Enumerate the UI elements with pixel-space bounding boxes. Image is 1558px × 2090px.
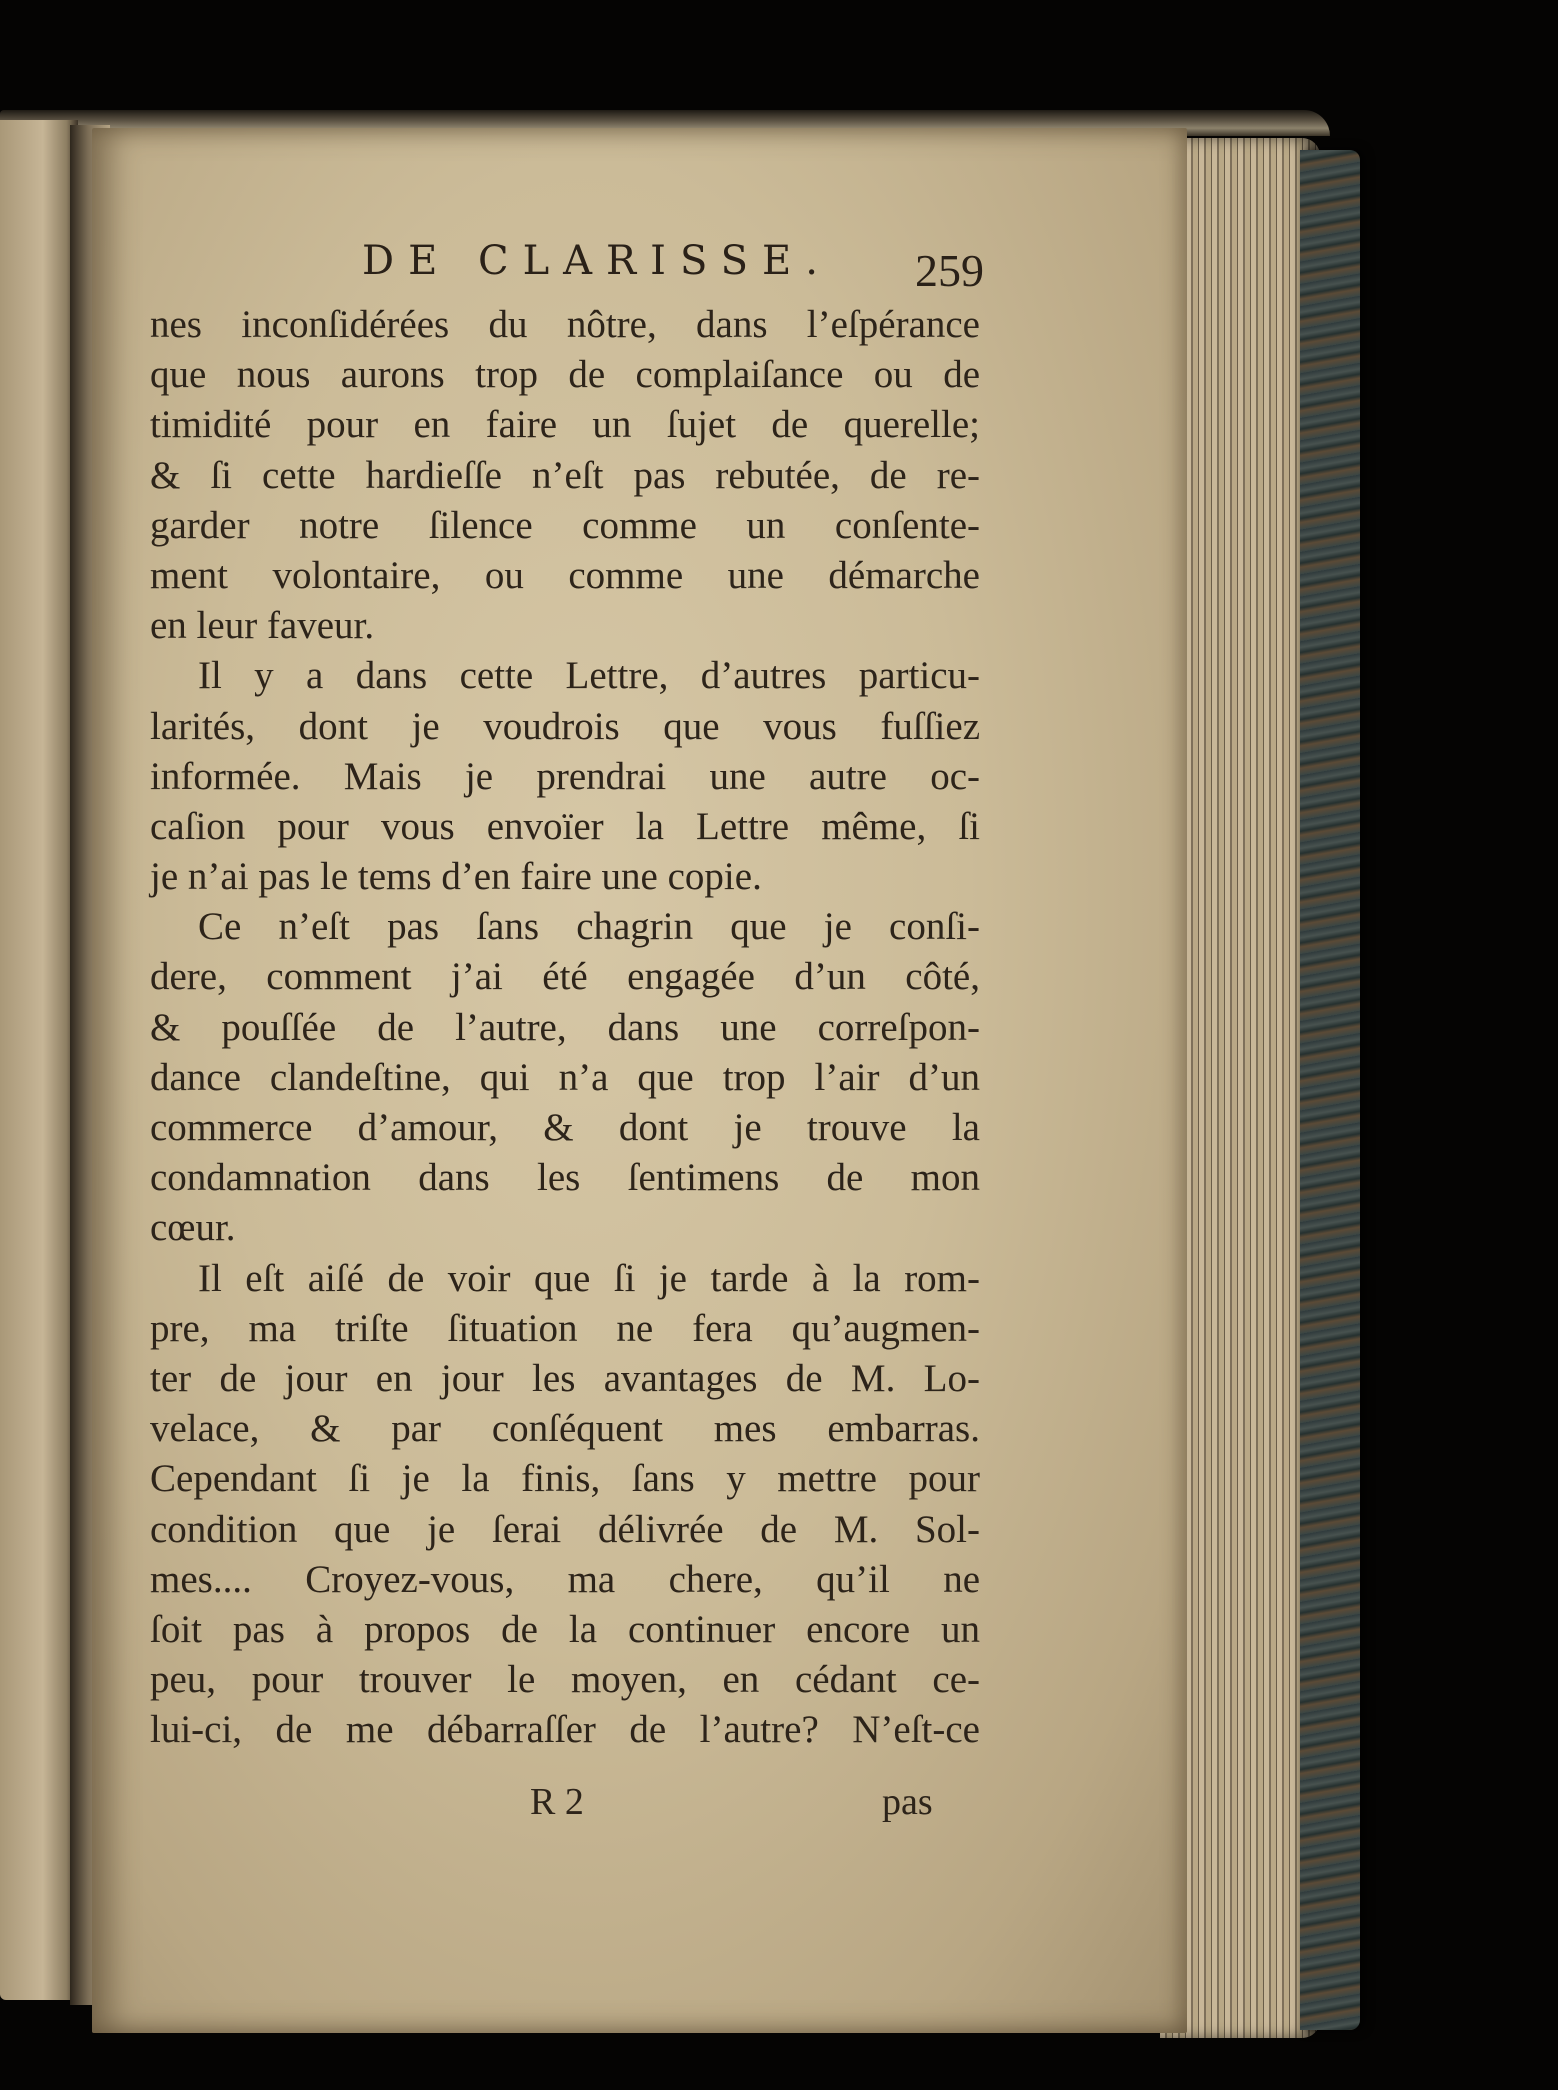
body-text <box>150 300 980 1755</box>
text-line: condition que je ſerai délivrée de M. Sol- <box>150 1507 980 1551</box>
text-line: commerce d’amour, & dont je trouve la <box>150 1106 980 1149</box>
text-line: pre, ma triſte ſituation ne fera qu’augmen- <box>150 1306 980 1350</box>
catchword: pas <box>882 1781 933 1823</box>
text-line: dance clandeſtine, qui n’a que trop l’air d’un <box>150 1055 980 1099</box>
text-line: & ſi cette hardieſſe n’eſt pas rebutée, de re- <box>150 453 980 497</box>
text-line: larités, dont je voudrois que vous fuſſiez <box>150 704 980 748</box>
running-head <box>0 238 1558 298</box>
cover-board <box>1300 150 1360 2030</box>
text-line: Il y a dans cette Lettre, d’autres particu- <box>198 654 980 698</box>
text-line: ſoit pas à propos de la continuer encore un <box>150 1607 980 1651</box>
text-line: condamnation dans les ſentimens de mon <box>150 1156 980 1200</box>
page-number: 259 <box>915 245 984 296</box>
text-line: en leur faveur. <box>150 604 375 648</box>
text-line: nes inconſidérées du nôtre, dans l’eſpérance <box>150 303 980 346</box>
text-line: ment volontaire, ou comme une démarche <box>150 553 980 597</box>
text-line: informée. Mais je prendrai une autre oc- <box>150 754 980 798</box>
text-line: timidité pour en faire un ſujet de querelle; <box>150 403 980 447</box>
text-line: Ce n’eſt pas ſans chagrin que je conſi- <box>198 905 980 949</box>
text-line: Cependant ſi je la finis, ſans y mettre pour <box>150 1457 980 1501</box>
signature-mark: R 2 <box>530 1781 584 1823</box>
text-line: mes.... Croyez-vous, ma chere, qu’il ne <box>150 1557 980 1601</box>
running-head-title: DE CLARISSE. <box>362 238 832 284</box>
text-line: garder notre ſilence comme un conſente- <box>150 503 980 547</box>
text-line: velace, & par conſéquent mes embarras. <box>150 1407 980 1451</box>
text-line: & pouſſée de l’autre, dans une correſpon- <box>150 1005 980 1049</box>
text-line: que nous aurons trop de complaiſance ou de <box>150 353 980 397</box>
text-line: lui-ci, de me débarraſſer de l’autre? N’eſt-ce <box>150 1708 980 1752</box>
text-line: cœur. <box>150 1206 236 1250</box>
text-line: je n’ai pas le tems d’en faire une copie. <box>150 855 762 899</box>
text-line: dere, comment j’ai été engagée d’un côté, <box>150 955 980 999</box>
text-line: caſion pour vous envoïer la Lettre même, ſi <box>150 804 980 848</box>
text-line: peu, pour trouver le moyen, en cédant ce- <box>150 1658 980 1702</box>
text-line: Il eſt aiſé de voir que ſi je tarde à la rom- <box>198 1256 980 1300</box>
left-page-edge <box>0 120 78 2000</box>
text-line: ter de jour en jour les avantages de M. Lo- <box>150 1356 980 1400</box>
